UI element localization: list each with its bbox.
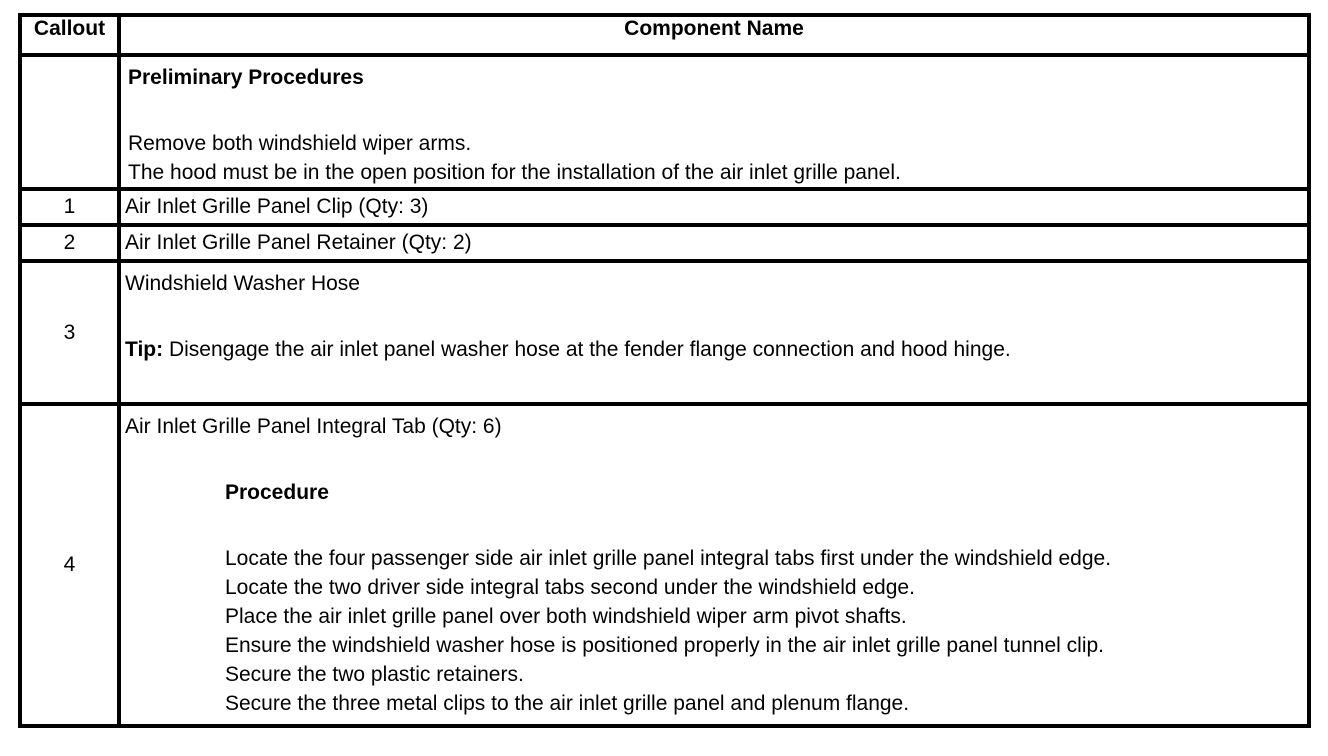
tip-text: Disengage the air inlet panel washer hose at the fender flange connection and hood hinge. — [163, 338, 1011, 361]
callout-number: 4 — [20, 404, 119, 726]
table-row — [20, 225, 1309, 261]
procedure-step: Place the air inlet grille panel over both windshield wiper arm pivot shafts. — [225, 605, 907, 628]
preliminary-title: Preliminary Procedures — [128, 66, 364, 89]
header-component-name: Component Name — [119, 15, 1309, 55]
preliminary-row — [20, 55, 1309, 189]
component-name: Air Inlet Grille Panel Clip (Qty: 3) — [119, 189, 1309, 225]
procedure-title: Procedure — [225, 481, 329, 504]
table-header-row — [20, 15, 1309, 55]
header-callout: Callout — [20, 15, 119, 55]
procedure-step: Ensure the windshield washer hose is positioned properly in the air inlet grille panel tunnel clip. — [225, 634, 1105, 657]
tip-label: Tip: — [125, 338, 164, 361]
preliminary-callout-empty — [20, 55, 119, 189]
procedure-step: Secure the two plastic retainers. — [225, 663, 524, 686]
preliminary-line: The hood must be in the open position for the installation of the air inlet grille panel. — [128, 161, 901, 184]
tip-line — [125, 335, 1307, 364]
component-table — [18, 13, 1311, 728]
component-name: Windshield Washer Hose — [125, 272, 360, 295]
component-name: Air Inlet Grille Panel Retainer (Qty: 2) — [119, 225, 1309, 261]
callout-number: 3 — [20, 261, 119, 404]
table-row — [20, 404, 1309, 726]
component-cell — [119, 261, 1309, 404]
procedure-step: Locate the two driver side integral tabs second under the windshield edge. — [225, 576, 915, 599]
procedure-step: Secure the three metal clips to the air inlet grille panel and plenum flange. — [225, 692, 910, 715]
procedure-block — [125, 478, 1307, 718]
table-row — [20, 189, 1309, 225]
preliminary-line: Remove both windshield wiper arms. — [128, 132, 472, 155]
table-row — [20, 261, 1309, 404]
callout-number: 1 — [20, 189, 119, 225]
procedure-step: Locate the four passenger side air inlet grille panel integral tabs first under the windshield edge. — [225, 547, 1112, 570]
component-name: Air Inlet Grille Panel Integral Tab (Qty: 6) — [125, 415, 502, 438]
callout-number: 2 — [20, 225, 119, 261]
preliminary-cell — [119, 55, 1309, 189]
component-cell — [119, 404, 1309, 726]
